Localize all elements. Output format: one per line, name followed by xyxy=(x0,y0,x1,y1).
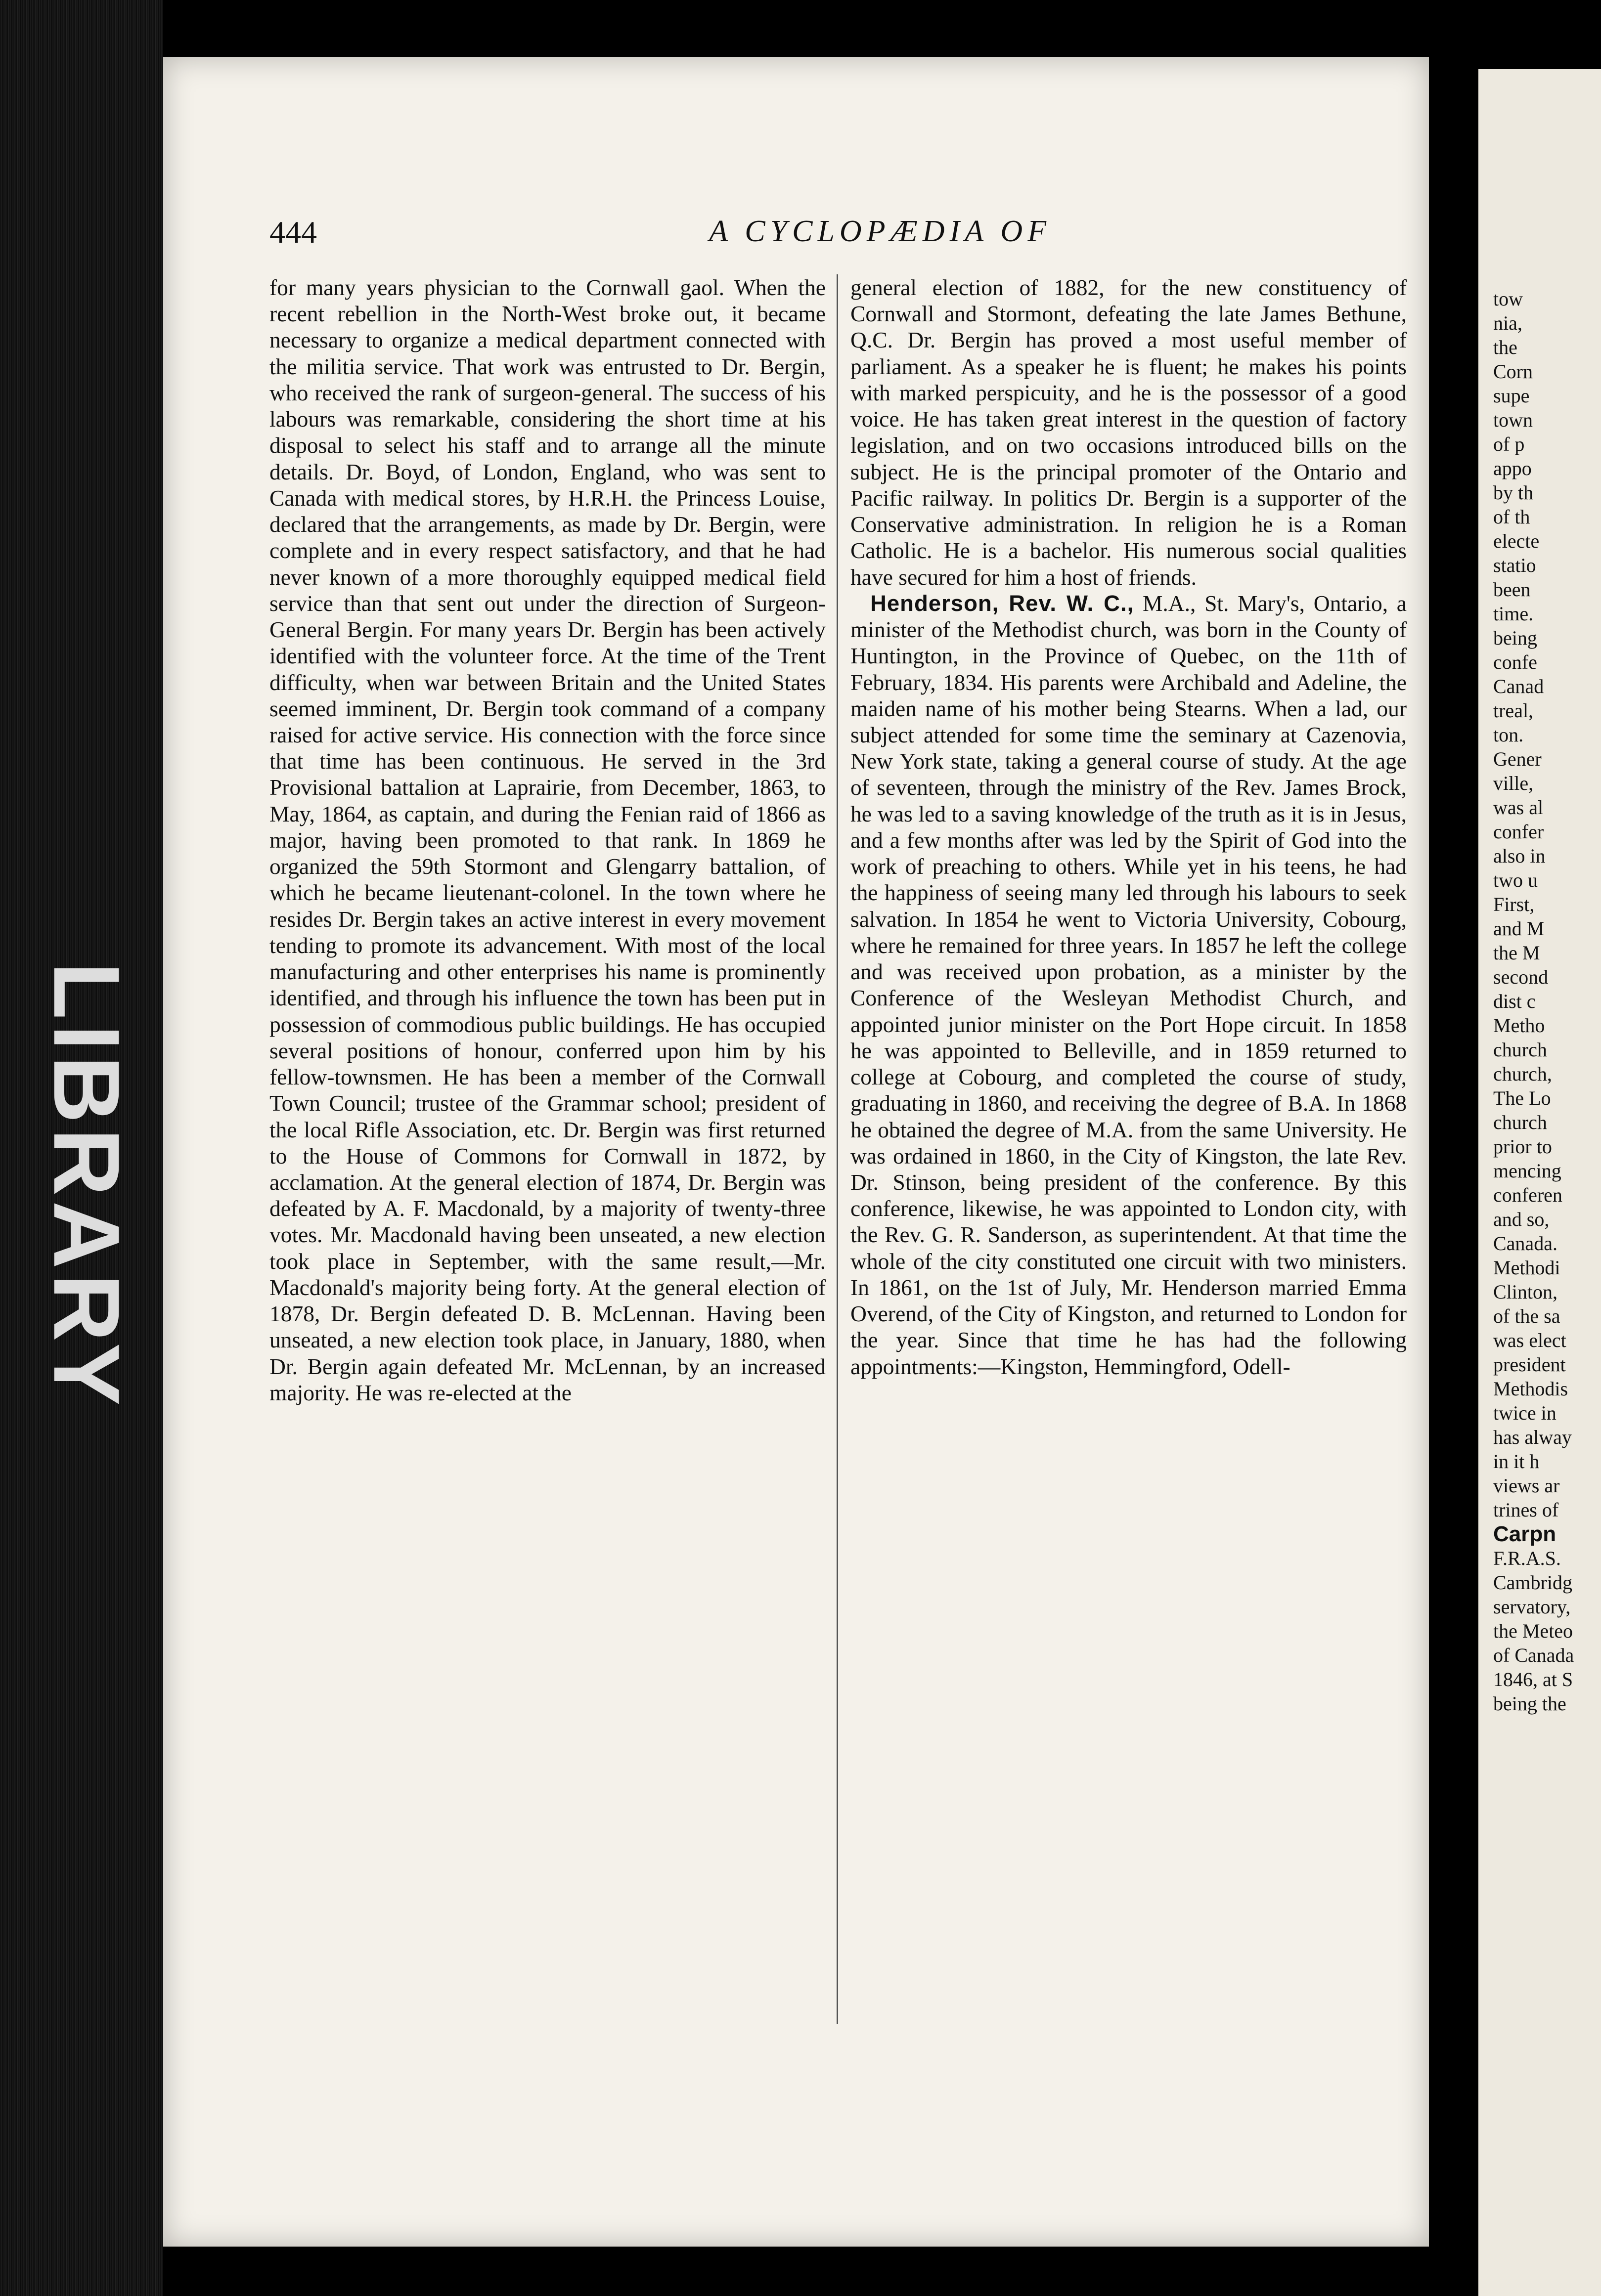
facing-page-line: 1846, at S xyxy=(1493,1668,1573,1690)
facing-page-line: electe xyxy=(1493,530,1540,552)
facing-page-line: also in xyxy=(1493,845,1546,867)
entry-name: Henderson, Rev. W. C., xyxy=(870,590,1134,616)
facing-page-line: two u xyxy=(1493,869,1538,891)
page-number: 444 xyxy=(269,215,317,250)
facing-page-line: appo xyxy=(1493,457,1532,479)
facing-page-line: The Lo xyxy=(1493,1087,1551,1109)
facing-page-line: church xyxy=(1493,1111,1547,1133)
facing-page-line: and M xyxy=(1493,917,1545,940)
facing-page-line: has alway xyxy=(1493,1426,1572,1448)
facing-page-line: Corn xyxy=(1493,360,1533,383)
facing-page-line: Canad xyxy=(1493,675,1544,697)
facing-page-line: time. xyxy=(1493,603,1534,625)
facing-page-line: trines of xyxy=(1493,1499,1559,1521)
facing-page-line: Canada. xyxy=(1493,1232,1557,1255)
left-column-text: for many years physician to the Cornwall gaol. When the recent rebellion in the North-West broke out, it became necessary to organize a medical department connected with the militia service. That work was entrusted to Dr. Bergin, who received the rank of surgeon-general. The success of his labours was remarkable, considering the short time at his disposal to select his staff and to arrange all the minute details. Dr. Boyd, of London, England, who was sent to Canada with medical stores, by H.R.H. the Princess Louise, declared that the arrangements, as made by Dr. Bergin, were complete and in every respect satisfactory, and that he had never known of a more thoroughly equipped medical field service than that sent out under the direction of Surgeon-General Bergin. For many years Dr. Bergin has been actively identified with the volunteer force. At the time of the Trent difficulty, when war between Britain and the United States seemed imminent, Dr. Bergin took command of a company raised for active service. His connection with the force since that time has been continuous. He served in the 3rd Provisional battalion at Laprairie, from December, 1863, to May, 1864, as captain, and during the Fenian raid of 1866 as major, having been promoted to that rank. In 1869 he organized the 59th Stormont and Glengarry battalion, of which he became lieutenant-colonel. In the town where he resides Dr. Bergin takes an active interest in every movement tending to promote its advancement. With most of the local manufacturing and other enterprises his name is prominently identified, and through his influence the town has been put in possession of commodious public buildings. He has occupied several positions of honour, conferred upon him by his fellow-townsmen. He has been a member of the Cornwall Town Council; trustee of the Grammar school; president of the local Rifle Association, etc. Dr. Bergin was first returned to the House of Commons for Cornwall in 1872, by acclamation. At the general election of 1874, Dr. Bergin was defeated by A. F. Macdonald, by a majority of twenty-three votes. Mr. Macdonald having been unseated, a new election took place in September, with the same result,—Mr. Macdonald's majority being forty. At the general election of 1878, Dr. Bergin defeated D. B. McLennan. Having been unseated, a new election took place, in January, 1880, when Dr. Bergin again defeated Mr. McLennan, by an increased majority. He was re-elected at the xyxy=(269,275,826,1405)
facing-page-line: F.R.A.S. xyxy=(1493,1547,1561,1569)
facing-page-line: statio xyxy=(1493,554,1536,576)
facing-page-line: by th xyxy=(1493,481,1534,504)
facing-page-line: servatory, xyxy=(1493,1596,1571,1618)
henderson-entry xyxy=(850,590,1407,1380)
column-divider xyxy=(837,274,838,2024)
facing-page-line: second xyxy=(1493,966,1549,988)
facing-page-line: dist c xyxy=(1493,990,1536,1012)
left-column xyxy=(269,274,826,2024)
right-column xyxy=(850,274,1407,2024)
facing-page-line: Clinton, xyxy=(1493,1281,1558,1303)
facing-page-line: was elect xyxy=(1493,1329,1566,1351)
facing-page-line: town xyxy=(1493,409,1533,431)
facing-page-line: the Meteo xyxy=(1493,1620,1573,1642)
facing-page-edge xyxy=(1478,69,1601,2296)
facing-page-line: Gener xyxy=(1493,748,1542,770)
facing-page-line: and so, xyxy=(1493,1208,1550,1230)
facing-page-line: conferen xyxy=(1493,1184,1562,1206)
library-stamp-text: LIBRARY xyxy=(34,962,139,1411)
facing-page-line: being the xyxy=(1493,1692,1566,1715)
book-page xyxy=(163,57,1429,2247)
facing-page-line: the xyxy=(1493,336,1517,358)
facing-page-line: twice in xyxy=(1493,1402,1557,1424)
facing-page-line: Metho xyxy=(1493,1014,1545,1037)
library-stamp xyxy=(30,914,143,1458)
facing-page-line: confe xyxy=(1493,651,1537,673)
facing-page-line: ton. xyxy=(1493,724,1524,746)
facing-page-line: of p xyxy=(1493,433,1525,455)
entry-body: M.A., St. Mary's, Ontario, a minister of the Methodist church, was born in the County of Huntington, in the Province of Quebec, on the 11th of February, 1834. His parents were Archibald and Adeline, the maiden name of his mother being Stearns. When a lad, our subject attended for some time the seminary at Cazenovia, New York state, taking a general course of study. At the age of seventeen, through the ministry of the Rev. James Brock, he was led to a saving knowledge of the truth as it is in Jesus, and a few months after was led by the Spirit of God into the work of preaching to others. While yet in his teens, he had the happiness of seeing many led through his labours to seek salvation. In 1854 he went to Victoria University, Cobourg, where he remained for three years. In 1857 he left the college and was received upon probation, as a minister by the Conference of the Wesleyan Methodist Church, and appointed junior minister on the Port Hope circuit. In 1858 he was appointed to Belleville, and in 1859 returned to college at Cobourg, and completed the course of study, graduating in 1860, and receiving the degree of B.A. In 1868 he obtained the degree of M.A. from the same University. He was ordained in 1860, in the City of Kingston, the late Rev. Dr. Stinson, being president of the conference. By this conference, likewise, he was appointed to London city, with the Rev. G. R. Sanderson, as superintendent. At that time the whole of the city constituted one circuit with two ministers. In 1861, on the 1st of July, Mr. Henderson married Emma Overend, of the City of Kingston, and returned to London for the year. Since that time he has had the following appointments:—Kingston, Hemmingford, Odell- xyxy=(850,590,1407,1379)
facing-page-line: president xyxy=(1493,1353,1566,1376)
facing-page-fragments xyxy=(1493,287,1597,1716)
facing-page-line: confer xyxy=(1493,821,1544,843)
facing-page-line: Carpn xyxy=(1493,1522,1557,1546)
facing-page-line: ville, xyxy=(1493,772,1534,794)
facing-page-line: church xyxy=(1493,1039,1547,1061)
facing-page-line: of th xyxy=(1493,506,1530,528)
facing-page-line: was al xyxy=(1493,796,1544,819)
facing-page-line: being xyxy=(1493,627,1537,649)
facing-page-line: tow xyxy=(1493,288,1523,310)
facing-page-line: of the sa xyxy=(1493,1305,1560,1327)
facing-page-line: the M xyxy=(1493,942,1540,964)
bergin-entry-continuation: general election of 1882, for the new constituency of Cornwall and Stormont, defeating the late James Bethune, Q.C. Dr. Bergin has proved a most useful member of parliament. As a speaker he is fluent; he makes his points with marked perspicuity, and he is the possessor of a good voice. He has taken great interest in the question of factory legislation, and on two occasions introduced bills on the subject. He is the principal promoter of the Ontario and Pacific railway. In politics Dr. Bergin is a supporter of the Conservative administration. In religion he is a Roman Catholic. He is a bachelor. His numerous social qualities have secured for him a host of friends. xyxy=(850,275,1407,590)
facing-page-line: views ar xyxy=(1493,1474,1560,1497)
facing-page-line: Methodi xyxy=(1493,1256,1560,1279)
facing-page-line: in it h xyxy=(1493,1450,1540,1473)
facing-page-line: church, xyxy=(1493,1063,1552,1085)
facing-page-line: treal, xyxy=(1493,699,1534,722)
facing-page-line: been xyxy=(1493,578,1531,601)
facing-page-line: First, xyxy=(1493,893,1535,915)
scan-edge-strip xyxy=(0,0,163,2296)
running-head: A CYCLOPÆDIA OF xyxy=(709,215,1051,248)
facing-page-line: Cambridg xyxy=(1493,1571,1572,1594)
facing-page-line: nia, xyxy=(1493,312,1522,334)
facing-page-line: supe xyxy=(1493,385,1530,407)
facing-page-line: prior to xyxy=(1493,1135,1552,1158)
facing-page-line: of Canada xyxy=(1493,1644,1574,1666)
facing-page-line: Methodis xyxy=(1493,1378,1568,1400)
facing-page-line: mencing xyxy=(1493,1160,1561,1182)
